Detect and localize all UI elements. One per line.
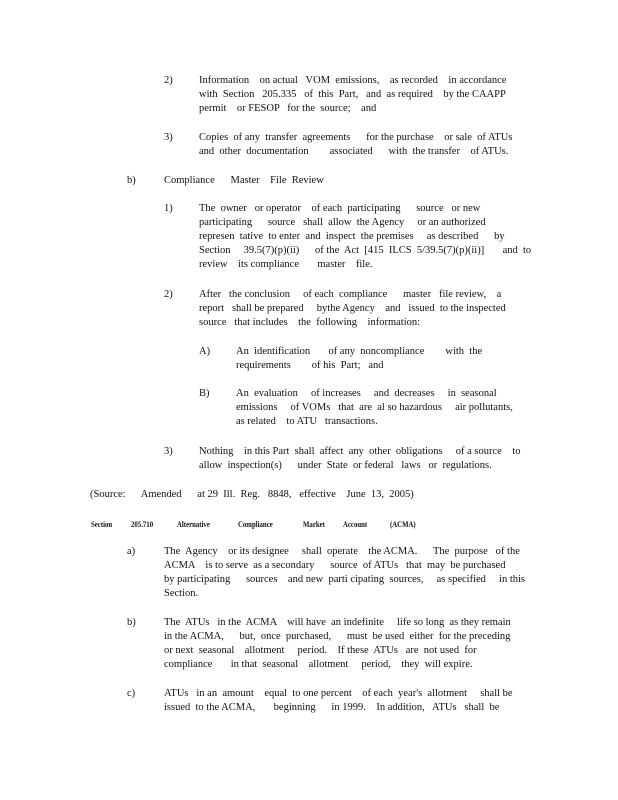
subsection-title: Compliance Master File Review	[164, 175, 324, 186]
paragraph-label: c)	[127, 688, 136, 699]
text-line: ATUs in an amount equal to one percent of each year's allotment shall be	[164, 688, 513, 699]
section-title-word: Account	[343, 519, 368, 529]
text-line: Copies of any transfer agreements for the purchase or sale of ATUs	[199, 132, 513, 143]
text-line: review its compliance master file.	[199, 259, 373, 270]
text-line: or next seasonal allotment period. If these ATUs are not used for	[164, 645, 477, 656]
source-note: (Source: Amended at 29 Ill. Reg. 8848, effective June 13, 2005)	[90, 489, 414, 500]
text-line: allow inspection(s) under State or federal laws or regulations.	[199, 460, 492, 471]
text-line: Section.	[164, 588, 199, 599]
text-line: emissions of VOMs that are al so hazardous air pollutants,	[236, 402, 513, 413]
subitem-label: B)	[199, 388, 210, 399]
paragraph-label: b)	[127, 617, 136, 628]
subitem-label: A)	[199, 346, 211, 357]
text-line: requirements of his Part; and	[236, 360, 384, 371]
text-line: Section 39.5(7)(p)(ii) of the Act [415 ILCS 5/39.5(7)(p)(ii)] and to	[199, 245, 532, 256]
text-line: The Agency or its designee shall operate the ACMA. The purpose of the	[164, 546, 520, 557]
item-label: 2)	[164, 75, 173, 86]
text-line: An evaluation of increases and decreases in seasonal	[236, 388, 497, 399]
text-line: issued to the ACMA, beginning in 1999. In addition, ATUs shall be	[164, 702, 500, 713]
text-line: ACMA is to serve as a secondary source of ATUs that may be purchased	[164, 560, 506, 571]
section-title-word: Compliance	[238, 519, 273, 529]
text-line: represen tative to enter and inspect the premises as described by	[199, 231, 505, 242]
item-label: 2)	[164, 289, 173, 300]
text-line: participating source shall allow the Agency or an authorized	[199, 217, 486, 228]
section-number: 205.710	[131, 519, 154, 529]
item-label: 3)	[164, 132, 173, 143]
text-line: by participating sources and new parti cipating sources, as specified in this	[164, 574, 525, 585]
text-line: compliance in that seasonal allotment period, they will expire.	[164, 659, 473, 670]
section-title-word: Market	[303, 519, 325, 529]
text-line: After the conclusion of each compliance master file review, a	[199, 289, 502, 300]
text-line: permit or FESOP for the source; and	[199, 103, 377, 114]
subsection-label: b)	[127, 175, 136, 186]
text-line: Information on actual VOM emissions, as recorded in accordance	[199, 75, 507, 86]
item-label: 1)	[164, 203, 173, 214]
text-line: Nothing in this Part shall affect any other obligations of a source to	[199, 446, 521, 457]
text-line: as related to ATU transactions.	[236, 416, 378, 427]
text-line: source that includes the following information:	[199, 317, 421, 328]
section-title-word: (ACMA)	[390, 519, 416, 529]
item-label: 3)	[164, 446, 173, 457]
text-line: An identification of any noncompliance with the	[236, 346, 483, 357]
section-title-word: Alternative	[177, 519, 210, 529]
text-line: with Section 205.335 of this Part, and as required by the CAAPP	[199, 89, 506, 100]
text-line: in the ACMA, but, once purchased, must be used either for the preceding	[164, 631, 511, 642]
paragraph-label: a)	[127, 546, 136, 557]
text-line: The ATUs in the ACMA will have an indefinite life so long as they remain	[164, 617, 511, 628]
text-line: report shall be prepared bythe Agency and issued to the inspected	[199, 303, 506, 314]
text-line: and other documentation associated with the transfer of ATUs.	[199, 146, 509, 157]
text-line: The owner or operator of each participating source or new	[199, 203, 481, 214]
section-word: Section	[91, 519, 113, 529]
